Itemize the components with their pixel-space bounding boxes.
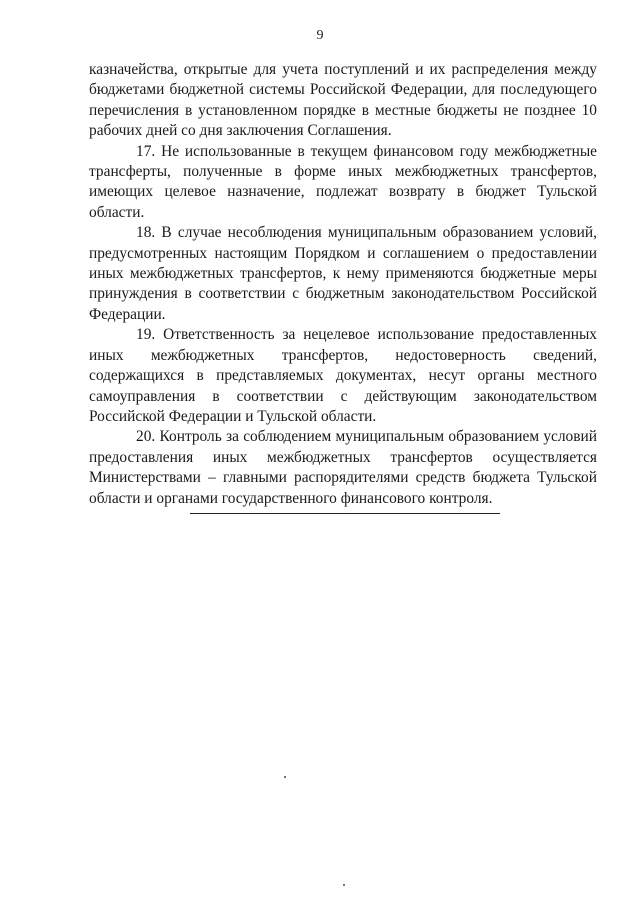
document-body [89, 60, 597, 509]
paragraph-17: 17. Не использованные в текущем финансовом году межбюджетные трансферты, полученные в форме иных межбюджетных трансфертов, имеющих целевое назначение, подлежат возврату в бюджет Тульской области. [89, 142, 597, 221]
page-number: 9 [316, 28, 324, 43]
paragraph-20: 20. Контроль за соблюдением муниципальным образованием условий предоставления иных межбюджетных трансфертов осуществляется Министерствами – главными распорядителями средств бюджета Тульской области и органами государственного финансового контроля. [89, 428, 597, 507]
end-of-text-rule [190, 513, 500, 514]
paragraph-continuation: казначейства, открытые для учета поступлений и их распределения между бюджетами бюджетной системы Российской Федерации, для последующего перечисления в установленном порядке в местные бюджеты не позднее 10 рабочих дней со дня заключения Соглашения. [89, 61, 597, 140]
paragraph-19: 19. Ответственность за нецелевое использование предоставленных иных межбюджетных трансфертов, недостоверность сведений, содержащихся в представляемых документах, несут органы местного самоуправления в соответствии с действующим законодательством Российской Федерации и Тульской области. [89, 326, 597, 425]
scan-speck [343, 884, 345, 886]
scan-speck [284, 776, 286, 778]
paragraph-18: 18. В случае несоблюдения муниципальным образованием условий, предусмотренных настоящим Порядком и соглашением о предоставлении иных межбюджетных трансфертов, к нему применяются бюджетные меры принуждения в соответствии с бюджетным законодательством Российской Федерации. [89, 224, 597, 323]
